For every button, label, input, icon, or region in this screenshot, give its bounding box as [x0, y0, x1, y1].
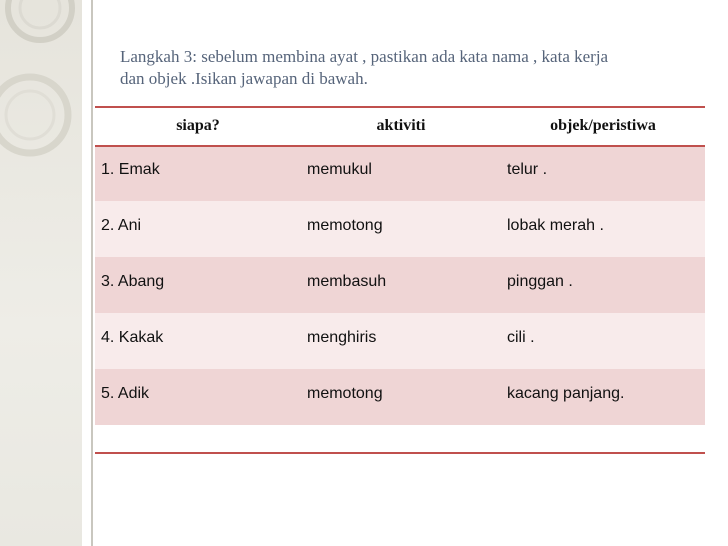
table-row	[95, 313, 705, 369]
cell-objek: kacang panjang.	[501, 369, 705, 425]
answer-table	[95, 107, 705, 425]
cell-aktiviti: membasuh	[301, 257, 501, 313]
header-aktiviti: aktiviti	[301, 107, 501, 145]
cell-siapa: 4. Kakak	[95, 313, 301, 369]
table-top-border	[95, 106, 705, 108]
table-row	[95, 257, 705, 313]
table-header-row	[95, 107, 705, 145]
cell-siapa: 1. Emak	[95, 145, 301, 201]
cell-objek: lobak merah .	[501, 201, 705, 257]
cell-objek: cili .	[501, 313, 705, 369]
cell-objek: pinggan .	[501, 257, 705, 313]
cell-siapa: 3. Abang	[95, 257, 301, 313]
vertical-divider	[91, 0, 93, 546]
cell-aktiviti: menghiris	[301, 313, 501, 369]
cell-aktiviti: memukul	[301, 145, 501, 201]
title-line-1: Langkah 3: sebelum membina ayat , pastikan ada kata nama , kata kerja	[120, 47, 609, 66]
table-row	[95, 369, 705, 425]
table-bottom-border	[95, 452, 705, 454]
cell-siapa: 5. Adik	[95, 369, 301, 425]
cell-siapa: 2. Ani	[95, 201, 301, 257]
cell-aktiviti: memotong	[301, 369, 501, 425]
header-objek: objek/peristiwa	[501, 107, 705, 145]
header-siapa: siapa?	[95, 107, 301, 145]
title-line-2: dan objek .Isikan jawapan di bawah.	[120, 69, 368, 88]
cell-objek: telur .	[501, 145, 705, 201]
slide-title	[120, 46, 720, 90]
table-header-border	[95, 145, 705, 147]
cell-aktiviti: memotong	[301, 201, 501, 257]
table-row	[95, 145, 705, 201]
table-row	[95, 201, 705, 257]
